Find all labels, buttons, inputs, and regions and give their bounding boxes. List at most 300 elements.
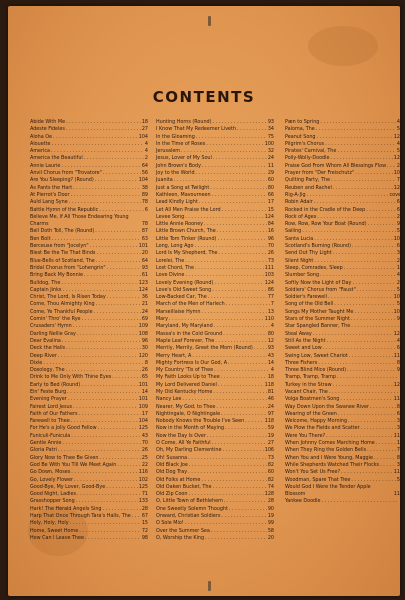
toc-entry <box>156 506 274 513</box>
toc-entry <box>285 389 403 396</box>
dot-leader <box>229 506 267 513</box>
dot-leader <box>79 528 141 535</box>
toc-entry <box>30 345 148 352</box>
toc-entry <box>285 418 403 425</box>
toc-entry <box>156 316 274 323</box>
toc-entry <box>285 126 403 133</box>
dot-leader <box>226 301 270 308</box>
page-number: 63 <box>396 199 403 206</box>
toc-entry <box>156 498 274 505</box>
page-number: 34 <box>267 126 274 133</box>
toc-entry <box>156 382 274 389</box>
toc-entry <box>285 199 403 206</box>
page-number: 111 <box>264 264 274 271</box>
toc-entry <box>30 331 148 338</box>
dot-leader <box>208 294 267 301</box>
toc-entry <box>30 462 148 469</box>
song-title: Darling Nellie Gray <box>30 330 76 337</box>
dot-leader <box>368 221 396 228</box>
dot-leader <box>314 236 393 243</box>
toc-entry <box>30 447 148 454</box>
toc-entry <box>30 163 148 170</box>
page-number: 58 <box>396 476 403 483</box>
page-number: 4 <box>270 367 274 374</box>
dot-leader <box>84 272 141 279</box>
song-title: Pirates' Carnival, The <box>285 148 337 155</box>
toc-entry <box>30 177 148 184</box>
dot-leader <box>73 185 141 192</box>
song-title: Quilting Party, The <box>285 177 331 184</box>
dot-leader <box>338 411 396 418</box>
song-title: Auld Lang Syne <box>30 199 68 206</box>
dot-leader <box>102 506 140 513</box>
dot-leader <box>316 126 396 133</box>
toc-entry <box>285 221 403 228</box>
song-title: Volga Boatmen's Song <box>285 396 340 403</box>
toc-entry <box>156 294 274 301</box>
page-number: 128 <box>264 491 274 498</box>
song-title: Doxology, The <box>30 367 65 374</box>
dot-leader <box>205 535 267 542</box>
page-number: 109 <box>138 323 148 330</box>
page-number: 125 <box>393 133 403 140</box>
page-number: 60 <box>267 469 274 476</box>
toc-entry <box>156 389 274 396</box>
song-title: Woodman, Spare That Tree <box>285 476 351 483</box>
page-number: 82 <box>267 476 274 483</box>
song-title: March of the Men of Harlech <box>156 301 225 308</box>
song-title: When Johnny Comes Marching Home <box>285 440 375 447</box>
toc-entry <box>30 250 148 257</box>
dot-leader <box>325 141 396 148</box>
toc-entry <box>156 411 274 418</box>
song-title: America <box>30 148 51 155</box>
toc-entry <box>285 455 403 462</box>
page-number: 30 <box>141 345 148 352</box>
page-number: 78 <box>141 221 148 228</box>
page-number: 89 <box>141 191 148 198</box>
song-title: Marseillaise Hymn <box>156 308 201 315</box>
dot-leader <box>71 433 141 440</box>
dot-leader <box>73 323 138 330</box>
page-number: 73 <box>267 454 274 461</box>
dot-leader <box>68 396 138 403</box>
contents-column-2 <box>156 119 274 542</box>
page-number: 7 <box>270 301 274 308</box>
toc-entry <box>285 280 403 287</box>
dot-leader <box>215 338 267 345</box>
dot-leader <box>199 199 267 206</box>
dot-leader <box>77 331 138 338</box>
dot-leader <box>107 294 141 301</box>
page-number: 50 <box>396 148 403 155</box>
dot-leader <box>341 469 393 476</box>
toc-entry <box>156 309 274 316</box>
song-title: Christ, The Lord, Is Risen Today <box>30 294 106 301</box>
page-number: 78 <box>141 199 148 206</box>
toc-entry <box>285 382 403 389</box>
song-title: Ein' Feste Burg <box>30 388 67 395</box>
page-number: 15 <box>141 520 148 527</box>
song-title: Now the Day Is Over <box>156 432 206 439</box>
toc-entry <box>156 484 274 491</box>
toc-entry <box>285 185 403 192</box>
dot-leader <box>223 331 267 338</box>
toc-entry <box>30 228 148 235</box>
page-number: 9 <box>399 388 403 395</box>
dot-leader <box>317 214 396 221</box>
dot-leader <box>210 185 267 192</box>
dot-leader <box>201 309 266 316</box>
song-title: Kathleen, Mavourneen <box>156 191 211 198</box>
toc-entry <box>156 425 274 432</box>
toc-entry <box>156 396 274 403</box>
toc-entry <box>285 411 403 418</box>
page-number: 26 <box>141 447 148 454</box>
page-number: 106 <box>393 308 403 315</box>
page-number: 3 <box>399 323 403 330</box>
page-number: 67 <box>396 206 403 213</box>
page-number: 12 <box>396 440 403 447</box>
toc-entry <box>156 535 274 542</box>
dot-leader <box>213 119 267 126</box>
song-title: Love's Old Sweet Song <box>156 286 212 293</box>
song-title: Farewell to Thee <box>30 418 70 425</box>
song-title: Massa's in the Cold Ground <box>156 330 223 337</box>
song-title: Merry Heart, A <box>156 352 192 359</box>
dot-leader <box>96 250 140 257</box>
toc-entry <box>30 323 148 330</box>
dot-leader <box>81 382 138 389</box>
page-number: 133 <box>138 498 148 505</box>
toc-entry <box>30 455 148 462</box>
toc-entry <box>30 214 148 229</box>
dot-leader <box>99 455 140 462</box>
song-title: Deep River <box>30 352 57 359</box>
page-number: 64 <box>141 162 148 169</box>
song-title: Santa Lucia <box>285 235 314 242</box>
song-title: Send Out Thy Light <box>285 250 332 257</box>
page-number: 15 <box>267 206 274 213</box>
dot-leader <box>357 287 396 294</box>
song-title: Lovely Evening (Round) <box>156 279 214 286</box>
page-number: 115 <box>393 491 403 498</box>
song-title: Lead Kindly Light <box>156 199 198 206</box>
toc-entry <box>156 177 274 184</box>
song-title: Lorelei, The <box>156 257 185 264</box>
toc-entry <box>285 404 403 411</box>
toc-entry <box>156 192 274 199</box>
dot-leader <box>218 382 264 389</box>
page-number: 19 <box>267 513 274 520</box>
toc-entry <box>30 528 148 535</box>
song-title: Just a Song at Twilight <box>156 184 210 191</box>
toc-entry <box>30 301 148 308</box>
song-title: Rock of Ages <box>285 213 317 220</box>
song-title: Dixie <box>30 359 43 366</box>
song-title: Song of the Old Bell <box>285 301 334 308</box>
toc-entry <box>285 309 403 316</box>
song-title: I Know That My Redeemer Liveth <box>156 126 237 133</box>
dot-leader <box>201 477 267 484</box>
song-title: Tramp, Tramp, Tramp <box>285 374 336 381</box>
page-number: 124 <box>138 286 148 293</box>
song-title: Nobody Knows the Trouble I've Seen <box>156 418 245 425</box>
dot-leader <box>96 301 141 308</box>
page-number: 124 <box>264 213 274 220</box>
toc-entry <box>156 126 274 133</box>
page-number: 28 <box>267 498 274 505</box>
toc-entry <box>285 477 403 484</box>
toc-entry <box>30 425 148 432</box>
song-title: Crusaders' Hymn <box>30 323 72 330</box>
toc-entry <box>156 513 274 520</box>
dot-leader <box>387 163 396 170</box>
toc-entry <box>285 374 403 381</box>
song-title: Home, Sweet Home <box>30 527 79 534</box>
page-number: 79 <box>396 177 403 184</box>
song-title: Are You Sleeping? (Round) <box>30 177 94 184</box>
toc-entry <box>30 236 148 243</box>
page-number: 14 <box>267 359 274 366</box>
toc-entry <box>156 280 274 287</box>
toc-entry <box>156 185 274 192</box>
toc-entry <box>285 170 403 177</box>
page-number: 36 <box>141 294 148 301</box>
dot-leader <box>380 462 396 469</box>
song-title: Old Dog Tray <box>156 469 188 476</box>
dot-leader <box>71 192 141 199</box>
song-title: Swing Low, Sweet Chariot <box>285 352 348 359</box>
page-number: 69 <box>141 316 148 323</box>
toc-entry <box>30 126 148 133</box>
dot-leader <box>326 433 393 440</box>
page-number: 77 <box>267 294 274 301</box>
song-title: Stars of the Summer Night <box>285 316 350 323</box>
dot-leader <box>314 199 396 206</box>
toc-entry <box>156 528 274 535</box>
dot-leader <box>185 272 263 279</box>
page-number: 32 <box>267 148 274 155</box>
toc-entry <box>285 287 403 294</box>
dot-leader <box>99 207 144 214</box>
page-number: 26 <box>396 162 403 169</box>
dot-leader <box>194 243 266 250</box>
page-number: 76 <box>396 447 403 454</box>
toc-entry <box>30 338 148 345</box>
song-title: Jesus, Lover of My Soul <box>156 155 212 162</box>
song-title: Annie Laurie <box>30 162 61 169</box>
song-title: John Brown's Body <box>156 162 201 169</box>
song-title: Little Tom Tinker (Round) <box>156 235 217 242</box>
dot-leader <box>370 404 396 411</box>
page-number: 123 <box>138 279 148 286</box>
toc-entry <box>30 316 148 323</box>
page-number: 33 <box>396 425 403 432</box>
page-number: 99 <box>267 520 274 527</box>
toc-entry <box>156 345 274 352</box>
dot-leader <box>216 404 266 411</box>
song-title: My Faith Looks Up to Thee <box>156 374 220 381</box>
song-title: O Come, All Ye Faithful <box>156 440 211 447</box>
dot-leader <box>348 418 396 425</box>
toc-entry <box>285 294 403 301</box>
song-title: Berceuse from "Jocelyn" <box>30 243 89 250</box>
page-number: 96 <box>267 235 274 242</box>
toc-entry <box>30 484 148 491</box>
page-number: 109 <box>138 403 148 410</box>
song-title: Row, Row, Row Your Boat (Round) <box>285 221 367 228</box>
song-title: Maple Leaf Forever, The <box>156 337 215 344</box>
page-number: 24 <box>267 403 274 410</box>
page-number: 52 <box>396 126 403 133</box>
page-number: 26 <box>267 250 274 257</box>
page-number: 18 <box>267 374 274 381</box>
page-number: 14 <box>141 388 148 395</box>
song-title: Praise God From Whom All Blessings Flow <box>285 162 387 169</box>
toc-entry <box>30 134 148 141</box>
song-title: Old Zip Coon <box>156 491 188 498</box>
dot-leader <box>349 353 393 360</box>
song-title: Bridal Chorus from "Lohengrin" <box>30 264 106 271</box>
page-number: 121 <box>393 330 403 337</box>
dot-leader <box>51 148 144 155</box>
song-title: O Sole Mio! <box>156 520 184 527</box>
toc-entry <box>30 309 148 316</box>
dot-leader <box>62 338 141 345</box>
dot-leader <box>66 119 141 126</box>
dot-leader <box>62 287 137 294</box>
page-number: 82 <box>267 461 274 468</box>
dot-leader <box>352 243 396 250</box>
song-title: Paloma, The <box>285 126 315 133</box>
page-number: 108 <box>138 330 148 337</box>
song-title: Comin' Thro' the Rye <box>30 316 81 323</box>
dot-leader <box>318 360 396 367</box>
page-number: 60 <box>267 177 274 184</box>
dot-leader <box>98 425 138 432</box>
toc-entry <box>30 506 148 513</box>
song-title: Prayer from "Der Freischutz" <box>285 170 355 177</box>
toc-entry <box>156 418 274 425</box>
dot-leader <box>95 177 138 184</box>
song-title: Pæn to Spring <box>285 119 320 125</box>
toc-entry <box>156 360 274 367</box>
dot-leader <box>73 404 138 411</box>
page-number: 61 <box>141 272 148 279</box>
dot-leader <box>326 338 395 345</box>
page-number: 64 <box>141 257 148 264</box>
dot-leader <box>185 258 267 265</box>
page-number: 48 <box>396 119 403 125</box>
toc-entry <box>285 148 403 155</box>
page-number: 126 <box>393 155 403 162</box>
dot-leader <box>313 331 393 338</box>
toc-entry <box>30 469 148 476</box>
dot-leader <box>333 185 393 192</box>
song-title: Go Down, Moses <box>30 469 71 476</box>
dot-leader <box>192 353 266 360</box>
page-number: 59 <box>267 425 274 432</box>
dot-leader <box>95 228 141 235</box>
toc-entry <box>30 353 148 360</box>
toc-entry <box>156 141 274 148</box>
dot-leader <box>316 134 392 141</box>
song-title: Long, Long Ago <box>156 243 194 250</box>
page-number: 25 <box>396 279 403 286</box>
page-number: 25 <box>141 454 148 461</box>
page-number: 93 <box>267 119 274 125</box>
page-number: 46 <box>267 396 274 403</box>
toc-entry <box>30 535 148 542</box>
toc-entry <box>30 192 148 199</box>
toc-entry <box>156 338 274 345</box>
toc-entry <box>156 440 274 447</box>
dot-leader <box>67 389 141 396</box>
song-title: Oh! Susanna <box>156 454 188 461</box>
dot-leader <box>351 316 396 323</box>
toc-entry <box>285 272 403 279</box>
song-title: While Shepherds Watched Their Flocks <box>285 461 380 468</box>
dot-leader <box>71 469 137 476</box>
dot-leader <box>62 440 140 447</box>
page-number: 56 <box>141 170 148 177</box>
page-number: 96 <box>396 221 403 228</box>
page-number: 20 <box>267 534 274 541</box>
page-number: 107 <box>393 170 403 177</box>
toc-entry <box>156 323 274 330</box>
song-title: Funiculi-Funicula <box>30 432 71 439</box>
song-title: Alouette <box>30 140 51 147</box>
toc-entry <box>156 477 274 484</box>
toc-entry <box>30 389 148 396</box>
toc-entry <box>156 221 274 228</box>
page-number: 27 <box>267 440 274 447</box>
toc-entry <box>285 469 403 476</box>
toc-entry <box>285 338 403 345</box>
page-number: 4 <box>144 148 148 155</box>
page-number: 20 <box>141 250 148 257</box>
page-number: 18 <box>141 119 148 125</box>
song-title: Now in the Month of Maying <box>156 425 225 432</box>
toc-entry <box>156 520 274 527</box>
toc-entry <box>30 258 148 265</box>
song-title: Bulldog, The <box>30 279 61 286</box>
toc-entry <box>30 155 148 162</box>
song-title: In the Time of Roses <box>156 140 206 147</box>
dot-leader <box>53 134 138 141</box>
dot-leader <box>202 163 267 170</box>
song-title: Joy to the World <box>156 170 195 177</box>
dot-leader <box>196 134 267 141</box>
toc-entry <box>285 433 403 440</box>
dot-leader <box>181 148 267 155</box>
dot-leader <box>361 425 396 432</box>
toc-entry <box>285 331 403 338</box>
dot-leader <box>347 367 396 374</box>
toc-entry <box>30 243 148 250</box>
dot-leader <box>185 520 267 527</box>
page-number: 26 <box>141 367 148 374</box>
song-title: Songs My Mother Taught Me <box>285 308 354 315</box>
dot-leader <box>302 228 396 235</box>
toc-entry <box>30 148 148 155</box>
toc-entry <box>30 199 148 206</box>
page-number: 43 <box>267 352 274 359</box>
toc-entry <box>156 258 274 265</box>
page-number: 27 <box>396 257 403 264</box>
page-number: 118 <box>264 418 274 425</box>
